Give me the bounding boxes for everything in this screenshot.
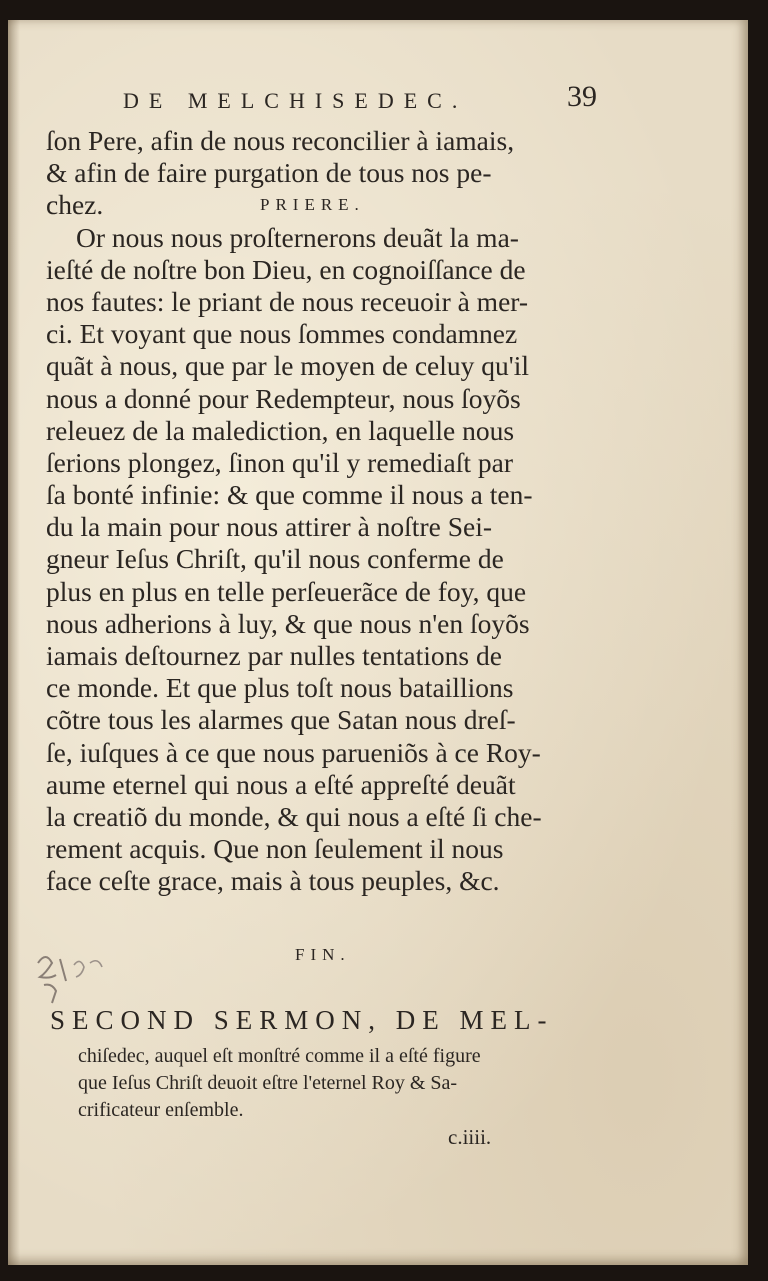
sermon-subtitle — [78, 1043, 638, 1124]
text-line: plus en plus en telle perſeuerãce de foy, que — [46, 575, 527, 607]
text-line: quãt à nous, que par le moyen de celuy qu'il — [46, 350, 530, 382]
text-line: ſerions plongez, ſinon qu'il y remediaſt par — [46, 446, 513, 478]
text-line: aume eternel qui nous a eſté appreſté deuãt — [46, 768, 516, 800]
subtitle-line: chiſedec, auquel eſt monſtré comme il a eſté figure — [78, 1045, 481, 1067]
sermon-title: SECOND SERMON, DE MEL- — [50, 1005, 554, 1035]
running-title: DE MELCHISEDEC. — [123, 88, 468, 113]
text-line: rement acquis. Que non ſeulement il nous — [46, 833, 504, 865]
text-line: ſon Pere, afin de nous reconcilier à iamais, — [46, 125, 515, 156]
text-line: ce monde. Et que plus toſt nous bataillions — [46, 672, 514, 704]
text-line: ci. Et voyant que nous ſommes condamnez — [46, 318, 518, 350]
book-page — [8, 20, 748, 1265]
signature-mark: c.iiii. — [448, 1125, 492, 1149]
spine-shadow — [8, 20, 20, 1265]
text-line: & afin de faire purgation de tous nos pe- — [46, 157, 492, 189]
text-line: cõtre tous les alarmes que Satan nous dreſ- — [46, 704, 516, 736]
text-line: face ceſte grace, mais à tous peuples, &c. — [46, 865, 500, 897]
finis-mark: FIN. — [295, 945, 351, 964]
text-line — [46, 189, 606, 221]
handwritten-margin-mark — [30, 945, 140, 1005]
body-text — [46, 125, 606, 898]
page-header — [123, 80, 603, 120]
text-line: du la main pour nous attirer à noſtre Sei- — [46, 511, 492, 543]
text-line: ſe, iuſques à ce que nous parueniõs à ce Roy- — [46, 736, 541, 768]
text-line: ieſté de noſtre bon Dieu, en cognoiſſance de — [46, 253, 526, 285]
subtitle-line: que Ieſus Chriſt deuoit eſtre l'eternel Roy & Sa- — [78, 1072, 458, 1094]
text-line: nous adherions à luy, & que nous n'en ſoyõs — [46, 607, 530, 639]
text-line: releuez de la malediction, en laquelle nous — [46, 414, 515, 446]
text-line: nous a donné pour Redempteur, nous ſoyõs — [46, 382, 521, 414]
text-line: gneur Ieſus Chriſt, qu'il nous conferme de — [46, 543, 504, 575]
text-line: nos fautes: le priant de nous receuoir à mer- — [46, 285, 529, 317]
page-number: 39 — [567, 80, 597, 113]
text-line: la creatiõ du monde, & qui nous a eſté ſi che- — [46, 800, 542, 832]
text-line-content: chez. — [46, 189, 104, 221]
text-line: Or nous nous proſternerons deuãt la ma- — [76, 221, 519, 253]
subtitle-line: crificateur enſemble. — [78, 1099, 244, 1121]
prayer-heading: PRIERE. — [260, 195, 365, 215]
text-line: ſa bonté infinie: & que comme il nous a ten- — [46, 479, 533, 511]
text-line: iamais deſtournez par nulles tentations de — [46, 640, 502, 671]
